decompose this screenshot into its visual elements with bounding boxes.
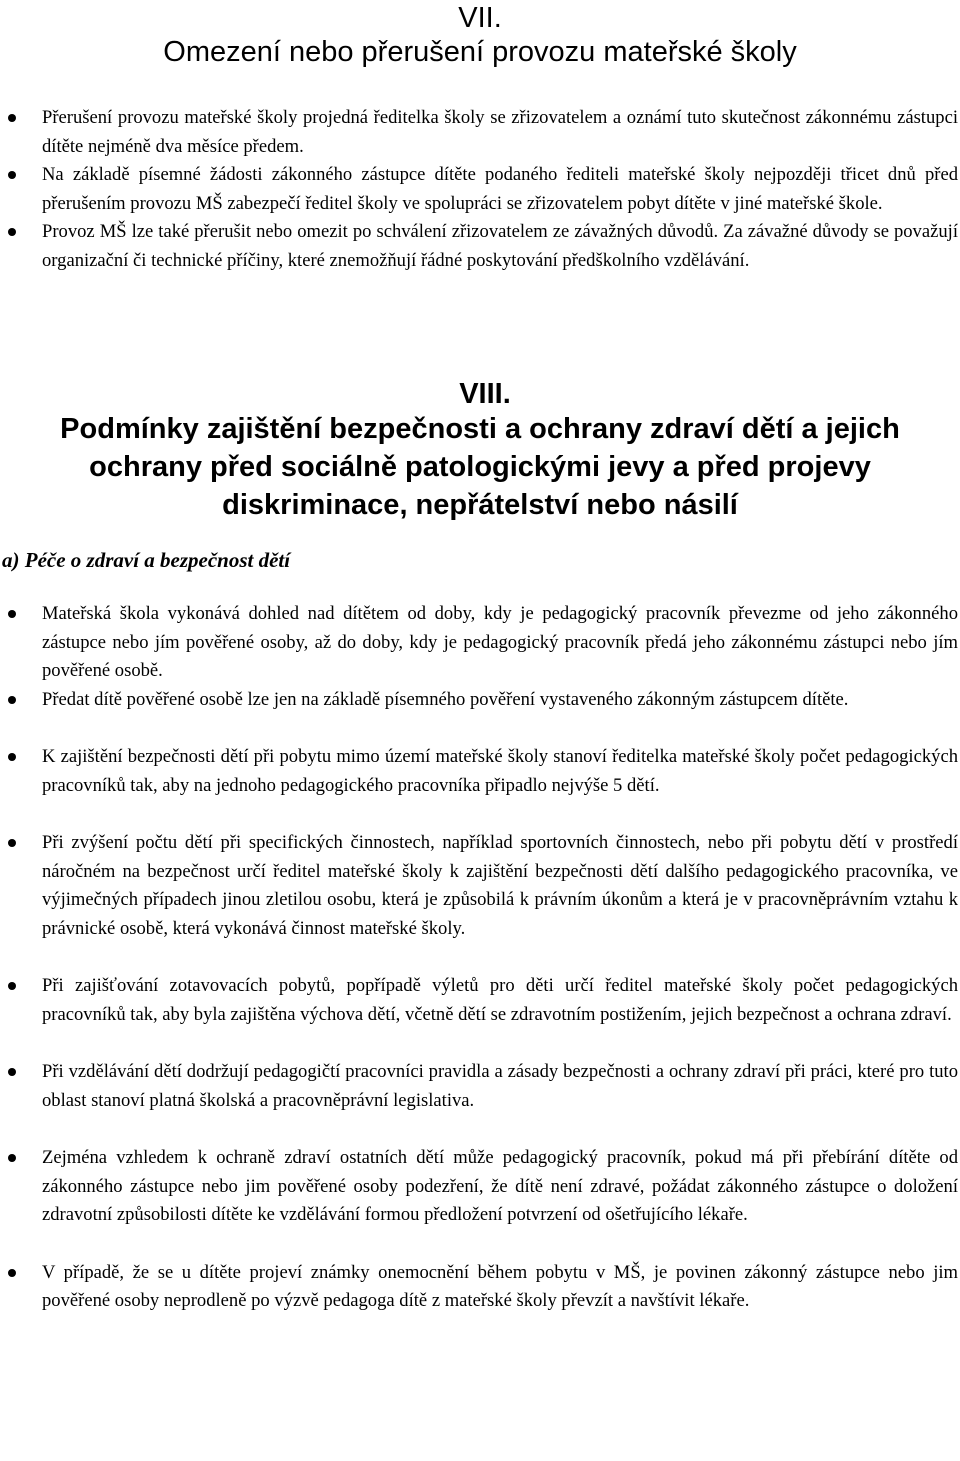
list-item	[0, 161, 958, 218]
list-item-text: V případě, že se u dítěte projeví známky onemocnění během pobytu v MŠ, je povinen zákonný zástupce nebo jim pověřené osoby neprodleně po výzvě pedagoga dítě z mateřské školy převzít a navštívit lékaře.	[42, 1261, 958, 1311]
section-8-title-line-1: Podmínky zajištění bezpečnosti a ochrany zdraví dětí a jejich	[60, 413, 900, 445]
list-item-text: Přerušení provozu mateřské školy projedná ředitelka školy se zřizovatelem a oznámí tuto skutečnost zákonnému zástupci dítěte nejméně dva měsíce předem.	[42, 107, 958, 157]
list-item	[0, 743, 958, 800]
bullet-icon	[8, 696, 16, 704]
section-8-title-line-2: ochrany před sociálně patologickými jevy a před projevy	[89, 451, 871, 483]
list-item-text: Provoz MŠ lze také přerušit nebo omezit po schválení zřizovatelem ze závažných důvodů. Za závažné důvody se považují organizační či technické příčiny, které znemožňují řádné poskytování předškolního vzdělávání.	[42, 221, 958, 271]
list-item	[0, 1144, 958, 1230]
list-item-text: Na základě písemné žádosti zákonného zástupce dítěte podaného řediteli mateřské školy nejpozději třicet dnů před přerušením provozu MŠ zabezpečí ředitel školy ve spolupráci se zřizovatelem pobyt dítěte v jiné mateřské škole.	[42, 164, 958, 214]
bullet-icon	[8, 228, 16, 236]
bullet-icon	[8, 1154, 16, 1162]
list-item-text: Zejména vzhledem k ochraně zdraví ostatních dětí může pedagogický pracovník, pokud má při přebírání dítěte od zákonného zástupce nebo jim pověřené osoby podezření, že dítě není zdravé, požádat zákonného zástupce o doložení zdravotní způsobilosti dítěte ke vzdělávání formou předložení potvrzení od ošetřujícího lékaře.	[42, 1147, 958, 1225]
list-item	[0, 1259, 958, 1316]
list-item-text: Předat dítě pověřené osobě lze jen na základě písemného pověření vystaveného zákonným zástupcem dítěte.	[42, 688, 849, 710]
bullet-icon	[8, 982, 16, 990]
list-item-text: Při zvýšení počtu dětí při specifických činnostech, například sportovních činnostech, nebo při pobytu dětí v prostředí náročném na bezpečnost určí ředitel mateřské školy k zajištění bezpečnosti dětí dalšího pedagogického pracovníka, ve výjimečných případech jinou zletilou osobu, která je způsobilá k právním úkonům a která je v pracovněprávním vztahu k právnické osobě, která vykonává činnost mateřské školy.	[42, 832, 958, 939]
list-item	[0, 104, 958, 161]
bullet-icon	[8, 753, 16, 761]
section-8-title-line-3: diskriminace, nepřátelství nebo násilí	[222, 489, 738, 521]
bullet-icon	[8, 1068, 16, 1076]
bullet-icon	[8, 114, 16, 122]
bullet-icon	[8, 1269, 16, 1277]
list-item	[0, 218, 958, 275]
list-item-text: Mateřská škola vykonává dohled nad dítětem od doby, kdy je pedagogický pracovník převezme od jeho zákonného zástupce nebo jím pověřené osoby, až do doby, kdy je pedagogický pracovník předá jeho zákonnému zástupci nebo jím pověřené osobě.	[42, 603, 958, 681]
list-item	[0, 600, 958, 686]
bullet-icon	[8, 610, 16, 618]
bullet-icon	[8, 171, 16, 179]
section-8-list	[0, 600, 958, 1316]
section-7-title: Omezení nebo přerušení provozu mateřské školy	[163, 36, 797, 68]
list-item-text: K zajištění bezpečnosti dětí při pobytu mimo území mateřské školy stanoví ředitelka mateřské školy počet pedagogických pracovníků tak, aby na jednoho pedagogického pracovníka připadlo nejvýše 5 dětí.	[42, 746, 958, 796]
list-item	[0, 686, 958, 715]
section-7-number: VII.	[458, 2, 502, 34]
section-8-number: VIII.	[459, 378, 511, 410]
bullet-icon	[8, 839, 16, 847]
list-item	[0, 829, 958, 943]
list-item-text: Při vzdělávání dětí dodržují pedagogičtí pracovníci pravidla a zásady bezpečnosti a ochrany zdraví při práci, které pro tuto oblast stanoví platná školská a pracovněprávní legislativa.	[42, 1061, 958, 1111]
list-item	[0, 1058, 958, 1115]
subsection-heading: a) Péče o zdraví a bezpečnost dětí	[2, 548, 291, 572]
list-item	[0, 972, 958, 1029]
section-7-list	[0, 104, 958, 275]
list-item-text: Při zajišťování zotavovacích pobytů, popřípadě výletů pro děti určí ředitel mateřské školy počet pedagogických pracovníků tak, aby byla zajištěna výchova dětí, včetně dětí se zdravotním postižením, jejich bezpečnost a ochrana zdraví.	[42, 975, 958, 1025]
